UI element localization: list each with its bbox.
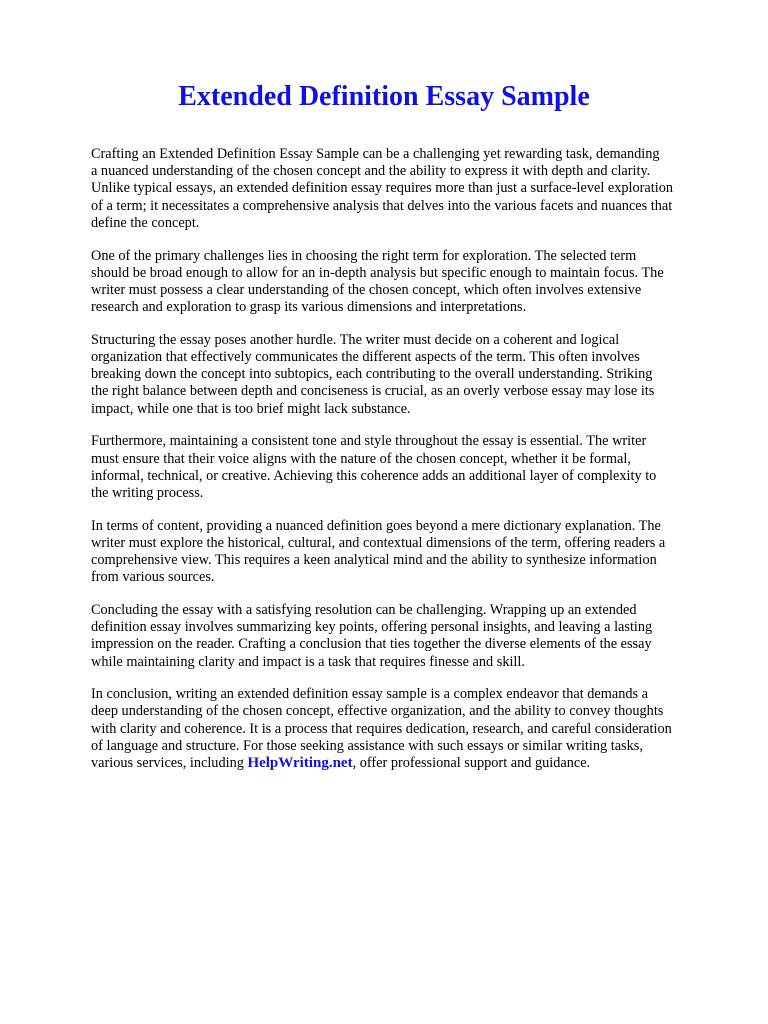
text-line: of language and structure. For those seeking assistance with such essays or similar writing tasks,	[91, 737, 643, 754]
text-line: writer must possess a clear understanding of the chosen concept, which often involves extensive	[91, 281, 642, 298]
text-after-link: , offer professional support and guidance.	[352, 755, 591, 772]
text-line: Unlike typical essays, an extended definition essay requires more than just a surface-level exploration	[91, 180, 674, 197]
paragraph-5	[91, 518, 731, 587]
text-line: Crafting an Extended Definition Essay Sample can be a challenging yet rewarding task, demanding	[91, 146, 660, 162]
text-line: should be broad enough to allow for an in-depth analysis but specific enough to maintain focus. The	[91, 264, 664, 281]
text-line: One of the primary challenges lies in choosing the right term for exploration. The selected term	[91, 247, 637, 264]
text-line: definition essay involves summarizing key points, offering personal insights, and leaving a lasting	[91, 619, 653, 636]
text-line: Furthermore, maintaining a consistent tone and style throughout the essay is essential. The writer	[91, 433, 647, 450]
text-line: research and exploration to grasp its various dimensions and interpretations.	[91, 299, 527, 316]
document-title: Extended Definition Essay Sample	[178, 81, 590, 112]
text-line: informal, technical, or creative. Achieving this coherence adds an additional layer of complexity to	[91, 467, 657, 484]
text-line: organization that effectively communicates the different aspects of the term. This often involves	[91, 349, 640, 366]
text-line: define the concept.	[91, 214, 200, 231]
text-line: while maintaining clarity and impact is a task that requires finesse and skill.	[91, 653, 525, 670]
paragraph-4	[91, 433, 731, 502]
text-line: In terms of content, providing a nuanced definition goes beyond a mere dictionary explanation. The	[91, 517, 661, 534]
text-line: with clarity and coherence. It is a process that requires dedication, research, and careful consideration	[91, 720, 672, 737]
paragraph-2	[91, 248, 731, 317]
paragraph-7	[91, 686, 731, 772]
text-line: breaking down the concept into subtopics, each contributing to the overall understanding. Striking	[91, 366, 653, 383]
text-line: deep understanding of the chosen concept, effective organization, and the ability to convey thoughts	[91, 703, 664, 720]
text-line: of a term; it necessitates a comprehensive analysis that delves into the various facets and nuances that	[91, 197, 673, 214]
text-line: Structuring the essay poses another hurdle. The writer must decide on a coherent and logical	[91, 331, 620, 348]
text-before-link: various services, including	[91, 755, 248, 772]
text-line: must ensure that their voice aligns with the nature of the chosen concept, whether it be formal,	[91, 450, 631, 467]
text-line: impact, while one that is too brief might lack substance.	[91, 400, 411, 417]
paragraph-6	[91, 602, 731, 671]
paragraph-3	[91, 332, 731, 418]
text-line: from various sources.	[91, 569, 215, 586]
text-line: Concluding the essay with a satisfying resolution can be challenging. Wrapping up an extended	[91, 601, 637, 618]
text-line: comprehensive view. This requires a keen analytical mind and the ability to synthesize information	[91, 552, 657, 569]
text-line: the right balance between depth and conciseness is crucial, as an overly verbose essay may lose its	[91, 383, 655, 400]
final-text-line	[91, 755, 731, 772]
essay-body	[91, 146, 731, 788]
paragraph-1	[91, 146, 731, 232]
helpwriting-link[interactable]: HelpWriting.net	[247, 755, 353, 772]
text-line: writer must explore the historical, cultural, and contextual dimensions of the term, offering readers a	[91, 534, 666, 551]
text-line: a nuanced understanding of the chosen concept and the ability to express it with depth and clarity.	[91, 163, 651, 180]
text-line: impression on the reader. Crafting a conclusion that ties together the diverse elements of the essay	[91, 636, 652, 653]
text-line: In conclusion, writing an extended definition essay sample is a complex endeavor that demands a	[91, 686, 649, 703]
text-line: the writing process.	[91, 484, 204, 501]
